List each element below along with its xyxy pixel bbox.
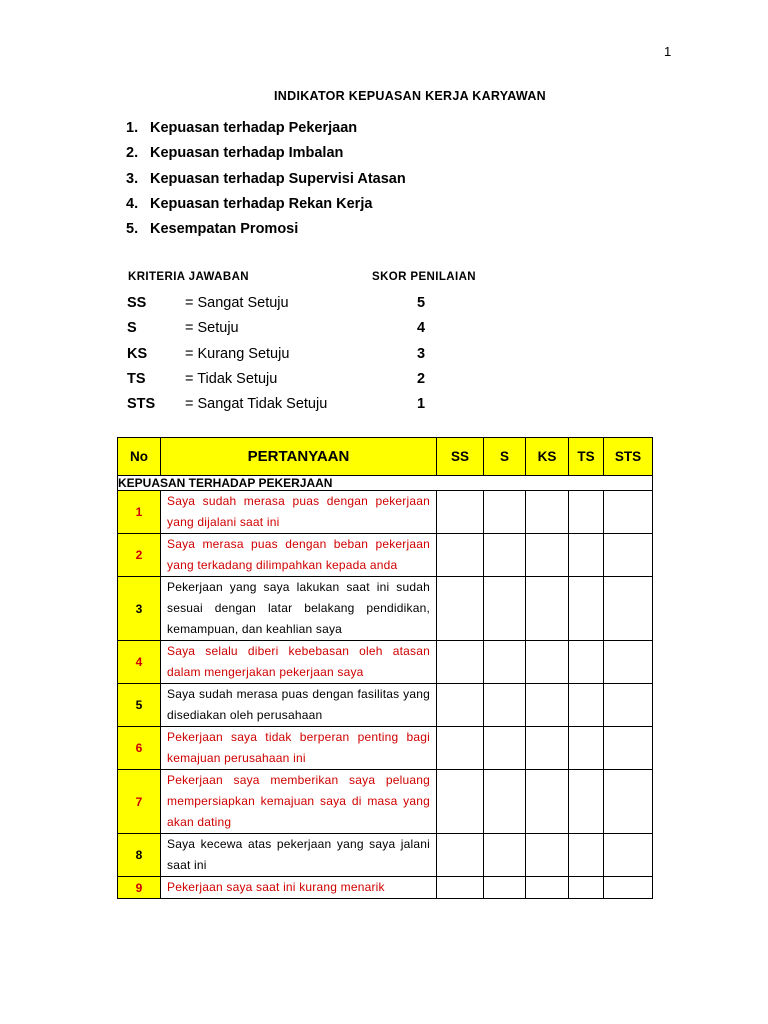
- header-s: S: [484, 438, 526, 476]
- answer-cell-ts[interactable]: [569, 577, 604, 641]
- row-number: 7: [118, 770, 161, 834]
- row-number: 5: [118, 684, 161, 727]
- document-title: INDIKATOR KEPUASAN KERJA KARYAWAN: [274, 89, 546, 103]
- section-row: [118, 476, 653, 491]
- answer-cell-ss[interactable]: [437, 770, 484, 834]
- answer-cell-sts[interactable]: [604, 877, 653, 899]
- header-ks: KS: [526, 438, 569, 476]
- answer-cell-ts[interactable]: [569, 877, 604, 899]
- indicator-item: [126, 118, 406, 143]
- indicator-text: Kesempatan Promosi: [150, 221, 299, 238]
- questionnaire-table: [117, 437, 653, 899]
- answer-cell-sts[interactable]: [604, 641, 653, 684]
- answer-cell-ss[interactable]: [437, 877, 484, 899]
- table-row: [118, 641, 653, 684]
- indicator-text: Kepuasan terhadap Rekan Kerja: [150, 195, 373, 212]
- criteria-code: S: [127, 320, 137, 337]
- answer-cell-s[interactable]: [484, 641, 526, 684]
- criteria-code: TS: [127, 370, 146, 387]
- criteria-code: STS: [127, 396, 156, 413]
- table-row: [118, 727, 653, 770]
- answer-cell-ss[interactable]: [437, 727, 484, 770]
- criteria-row: [127, 394, 447, 419]
- table-row: [118, 877, 653, 899]
- indicator-number: 5.: [126, 221, 139, 238]
- row-number: 4: [118, 641, 161, 684]
- indicator-list: [126, 118, 406, 244]
- question-text: Pekerjaan yang saya lakukan saat ini sudah sesuai dengan latar belakang pendidikan, kemampuan, dan keahlian saya: [161, 577, 437, 641]
- indicator-number: 3.: [126, 170, 139, 187]
- answer-cell-s[interactable]: [484, 770, 526, 834]
- row-number: 6: [118, 727, 161, 770]
- criteria-description: = Sangat Setuju: [185, 295, 289, 311]
- answer-cell-s[interactable]: [484, 534, 526, 577]
- criteria-code: KS: [127, 345, 148, 362]
- section-title: KEPUASAN TERHADAP PEKERJAAN: [118, 476, 653, 491]
- table-header-row: [118, 438, 653, 476]
- answer-cell-ks[interactable]: [526, 770, 569, 834]
- answer-cell-ss[interactable]: [437, 577, 484, 641]
- answer-cell-s[interactable]: [484, 834, 526, 877]
- score-header: SKOR PENILAIAN: [372, 271, 476, 283]
- indicator-item: [126, 219, 406, 244]
- criteria-score: 5: [417, 295, 426, 311]
- answer-cell-s[interactable]: [484, 577, 526, 641]
- answer-cell-ss[interactable]: [437, 684, 484, 727]
- answer-cell-ts[interactable]: [569, 770, 604, 834]
- indicator-number: 4.: [126, 195, 139, 212]
- header-ss: SS: [437, 438, 484, 476]
- question-text: Pekerjaan saya tidak berperan penting bagi kemajuan perusahaan ini: [161, 727, 437, 770]
- answer-cell-sts[interactable]: [604, 727, 653, 770]
- question-text: Saya sudah merasa puas dengan pekerjaan yang dijalani saat ini: [161, 491, 437, 534]
- table-row: [118, 834, 653, 877]
- table-row: [118, 577, 653, 641]
- criteria-row: [127, 318, 447, 343]
- indicator-item: [126, 169, 406, 194]
- answer-cell-ts[interactable]: [569, 641, 604, 684]
- row-number: 3: [118, 577, 161, 641]
- table-row: [118, 770, 653, 834]
- answer-cell-sts[interactable]: [604, 834, 653, 877]
- header-sts: STS: [604, 438, 653, 476]
- table-row: [118, 534, 653, 577]
- table-row: [118, 491, 653, 534]
- question-text: Saya merasa puas dengan beban pekerjaan yang terkadang dilimpahkan kepada anda: [161, 534, 437, 577]
- answer-cell-ts[interactable]: [569, 727, 604, 770]
- criteria-description: = Kurang Setuju: [185, 345, 290, 362]
- question-text: Pekerjaan saya saat ini kurang menarik: [161, 877, 437, 899]
- answer-cell-s[interactable]: [484, 684, 526, 727]
- answer-cell-s[interactable]: [484, 727, 526, 770]
- answer-cell-ts[interactable]: [569, 834, 604, 877]
- answer-cell-sts[interactable]: [604, 534, 653, 577]
- criteria-description: = Setuju: [185, 320, 239, 337]
- answer-cell-ks[interactable]: [526, 577, 569, 641]
- page-number: 1: [664, 44, 672, 59]
- answer-cell-ks[interactable]: [526, 534, 569, 577]
- answer-cell-ss[interactable]: [437, 491, 484, 534]
- indicator-text: Kepuasan terhadap Supervisi Atasan: [150, 170, 406, 187]
- answer-cell-ks[interactable]: [526, 877, 569, 899]
- answer-cell-sts[interactable]: [604, 684, 653, 727]
- question-text: Saya sudah merasa puas dengan fasilitas yang disediakan oleh perusahaan: [161, 684, 437, 727]
- answer-cell-ts[interactable]: [569, 491, 604, 534]
- criteria-row: [127, 344, 447, 369]
- criteria-row: [127, 369, 447, 394]
- row-number: 1: [118, 491, 161, 534]
- header-ts: TS: [569, 438, 604, 476]
- answer-cell-ks[interactable]: [526, 641, 569, 684]
- criteria-description: = Sangat Tidak Setuju: [185, 396, 328, 413]
- criteria-score: 2: [417, 370, 426, 387]
- answer-cell-sts[interactable]: [604, 770, 653, 834]
- answer-cell-s[interactable]: [484, 877, 526, 899]
- answer-cell-s[interactable]: [484, 491, 526, 534]
- answer-cell-sts[interactable]: [604, 491, 653, 534]
- answer-cell-ss[interactable]: [437, 641, 484, 684]
- header-no: No: [118, 438, 161, 476]
- header-question: PERTANYAAN: [161, 438, 437, 476]
- criteria-description: = Tidak Setuju: [185, 370, 278, 387]
- criteria-score: 1: [417, 396, 426, 413]
- table-row: [118, 684, 653, 727]
- criteria-list: [127, 293, 447, 419]
- question-text: Saya selalu diberi kebebasan oleh atasan dalam mengerjakan pekerjaan saya: [161, 641, 437, 684]
- criteria-row: [127, 293, 447, 318]
- answer-cell-ss[interactable]: [437, 834, 484, 877]
- indicator-number: 2.: [126, 145, 139, 162]
- criteria-header: KRITERIA JAWABAN: [128, 271, 249, 283]
- answer-cell-ks[interactable]: [526, 491, 569, 534]
- criteria-score: 3: [417, 345, 426, 362]
- answer-cell-sts[interactable]: [604, 577, 653, 641]
- indicator-number: 1.: [126, 120, 139, 136]
- question-text: Saya kecewa atas pekerjaan yang saya jalani saat ini: [161, 834, 437, 877]
- indicator-text: Kepuasan terhadap Pekerjaan: [150, 120, 358, 136]
- row-number: 2: [118, 534, 161, 577]
- answer-cell-ks[interactable]: [526, 684, 569, 727]
- answer-cell-ss[interactable]: [437, 534, 484, 577]
- question-text: Pekerjaan saya memberikan saya peluang mempersiapkan kemajuan saya di masa yang akan dating: [161, 770, 437, 834]
- indicator-item: [126, 194, 406, 219]
- indicator-text: Kepuasan terhadap Imbalan: [150, 145, 344, 162]
- answer-cell-ks[interactable]: [526, 727, 569, 770]
- indicator-item: [126, 143, 406, 168]
- criteria-score: 4: [417, 320, 426, 337]
- row-number: 9: [118, 877, 161, 899]
- answer-cell-ts[interactable]: [569, 684, 604, 727]
- question-rows: [118, 491, 653, 899]
- answer-cell-ks[interactable]: [526, 834, 569, 877]
- answer-cell-ts[interactable]: [569, 534, 604, 577]
- row-number: 8: [118, 834, 161, 877]
- criteria-code: SS: [127, 295, 147, 311]
